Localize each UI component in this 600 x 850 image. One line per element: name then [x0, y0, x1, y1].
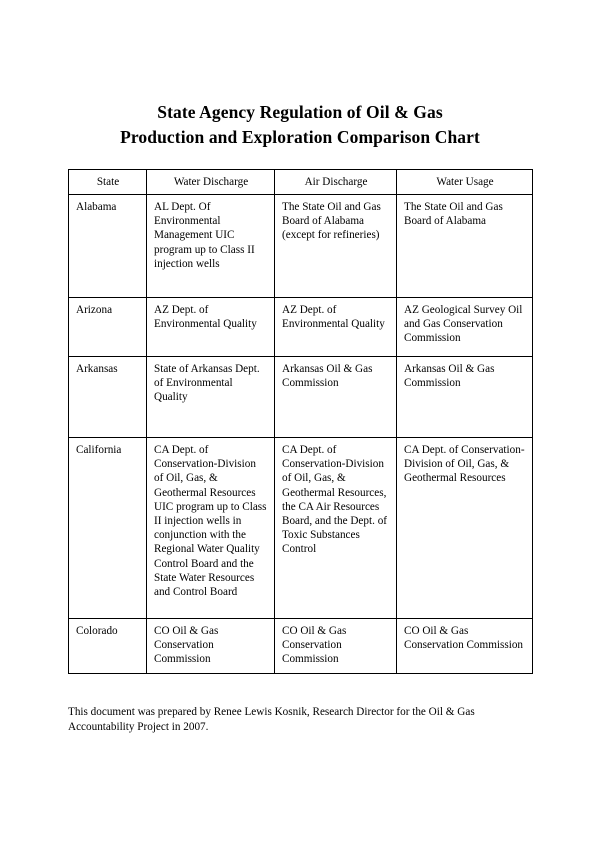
- cell-water-usage: AZ Geological Survey Oil and Gas Conservation Commission: [397, 297, 533, 356]
- column-header-water-discharge: Water Discharge: [147, 169, 275, 194]
- page-title: [68, 0, 532, 150]
- footnote-text: This document was prepared by Renee Lewis Kosnik, Research Director for the Oil & Gas Accountability Project in 2007.: [68, 706, 475, 733]
- cell-state: Arkansas: [69, 356, 147, 437]
- column-header-water-usage: Water Usage: [397, 169, 533, 194]
- cell-air-discharge: CA Dept. of Conservation-Division of Oil, Gas, & Geothermal Resources, the CA Air Resources Board, and the Dept. of Toxic Substances Control: [275, 437, 397, 618]
- table-row: [69, 437, 533, 618]
- cell-water-usage: CO Oil & Gas Conservation Commission: [397, 618, 533, 673]
- page-title-line-1: State Agency Regulation of Oil & Gas: [157, 102, 443, 122]
- cell-state: Colorado: [69, 618, 147, 673]
- cell-water-discharge: CO Oil & Gas Conservation Commission: [147, 618, 275, 673]
- column-header-state: State: [69, 169, 147, 194]
- table-row: [69, 194, 533, 297]
- comparison-table: [68, 169, 533, 674]
- cell-water-usage: Arkansas Oil & Gas Commission: [397, 356, 533, 437]
- cell-state: Alabama: [69, 194, 147, 297]
- table-row: [69, 297, 533, 356]
- column-header-air-discharge: Air Discharge: [275, 169, 397, 194]
- cell-state: California: [69, 437, 147, 618]
- cell-water-usage: CA Dept. of Conservation-Division of Oil, Gas, & Geothermal Resources: [397, 437, 533, 618]
- cell-water-discharge: AL Dept. Of Environmental Management UIC program up to Class II injection wells: [147, 194, 275, 297]
- table-body: [69, 194, 533, 673]
- page-title-line-2: Production and Exploration Comparison Chart: [120, 126, 480, 147]
- table-header-row: [69, 169, 533, 194]
- table-header: [69, 169, 533, 194]
- cell-water-discharge: AZ Dept. of Environmental Quality: [147, 297, 275, 356]
- cell-air-discharge: AZ Dept. of Environmental Quality: [275, 297, 397, 356]
- cell-air-discharge: Arkansas Oil & Gas Commission: [275, 356, 397, 437]
- cell-air-discharge: CO Oil & Gas Conservation Commission: [275, 618, 397, 673]
- cell-water-discharge: CA Dept. of Conservation-Division of Oil, Gas, & Geothermal Resources UIC program up to Class II injection wells in conjunction with the Regional Water Quality Control Board and the State Water Resources and Control Board: [147, 437, 275, 618]
- cell-air-discharge: The State Oil and Gas Board of Alabama (except for refineries): [275, 194, 397, 297]
- cell-water-usage: The State Oil and Gas Board of Alabama: [397, 194, 533, 297]
- table-row: [69, 356, 533, 437]
- cell-state: Arizona: [69, 297, 147, 356]
- table-row: [69, 618, 533, 673]
- cell-water-discharge: State of Arkansas Dept. of Environmental Quality: [147, 356, 275, 437]
